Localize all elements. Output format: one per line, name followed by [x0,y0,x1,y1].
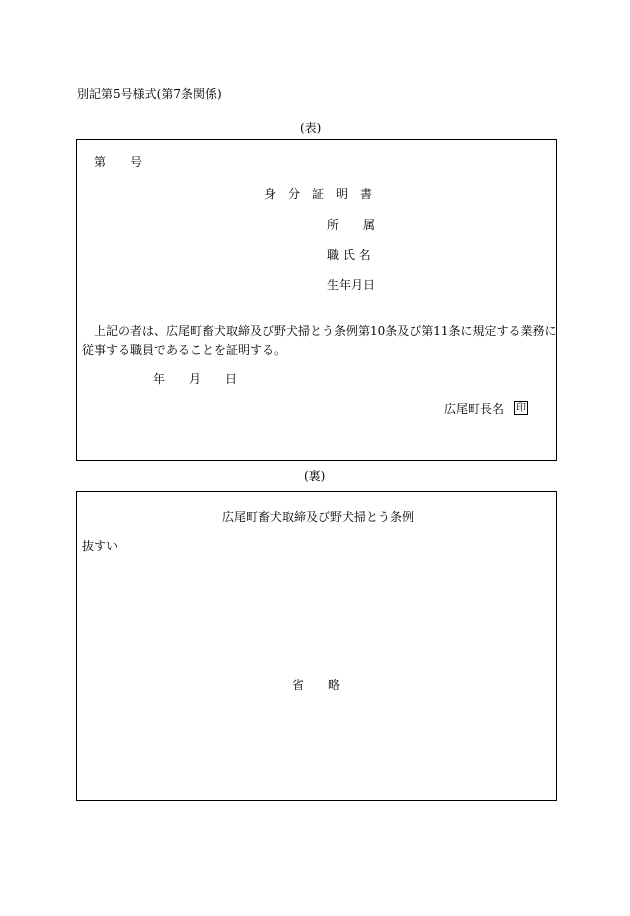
front-side-label: (表) [300,121,322,135]
issuer-name: 広尾町長名 [444,402,505,416]
certificate-number-label: 第 号 [94,155,143,169]
back-excerpt-box [76,491,557,801]
back-side-label: (裏) [304,469,326,483]
affiliation-field-label: 所 属 [327,218,376,232]
certificate-title: 身 分 証 明 書 [264,187,373,201]
issue-date-line: 年 月 日 [153,372,238,386]
birthdate-field-label: 生年月日 [327,278,376,292]
form-label: 別記第5号様式(第7条関係) [77,87,222,101]
name-field-label: 職 氏 名 [327,248,371,262]
ordinance-title: 広尾町畜犬取締及び野犬掃とう条例 [222,510,415,524]
omitted-text: 省 略 [292,678,341,692]
certification-text-line-2: 従事する職員であることを証明する。 [82,343,287,357]
seal-mark: 印 [516,403,526,414]
excerpt-label: 抜すい [82,539,119,553]
certification-text-line-1: 上記の者は、広尾町畜犬取締及び野犬掃とう条例第10条及び第11条に規定する業務に [94,324,557,338]
